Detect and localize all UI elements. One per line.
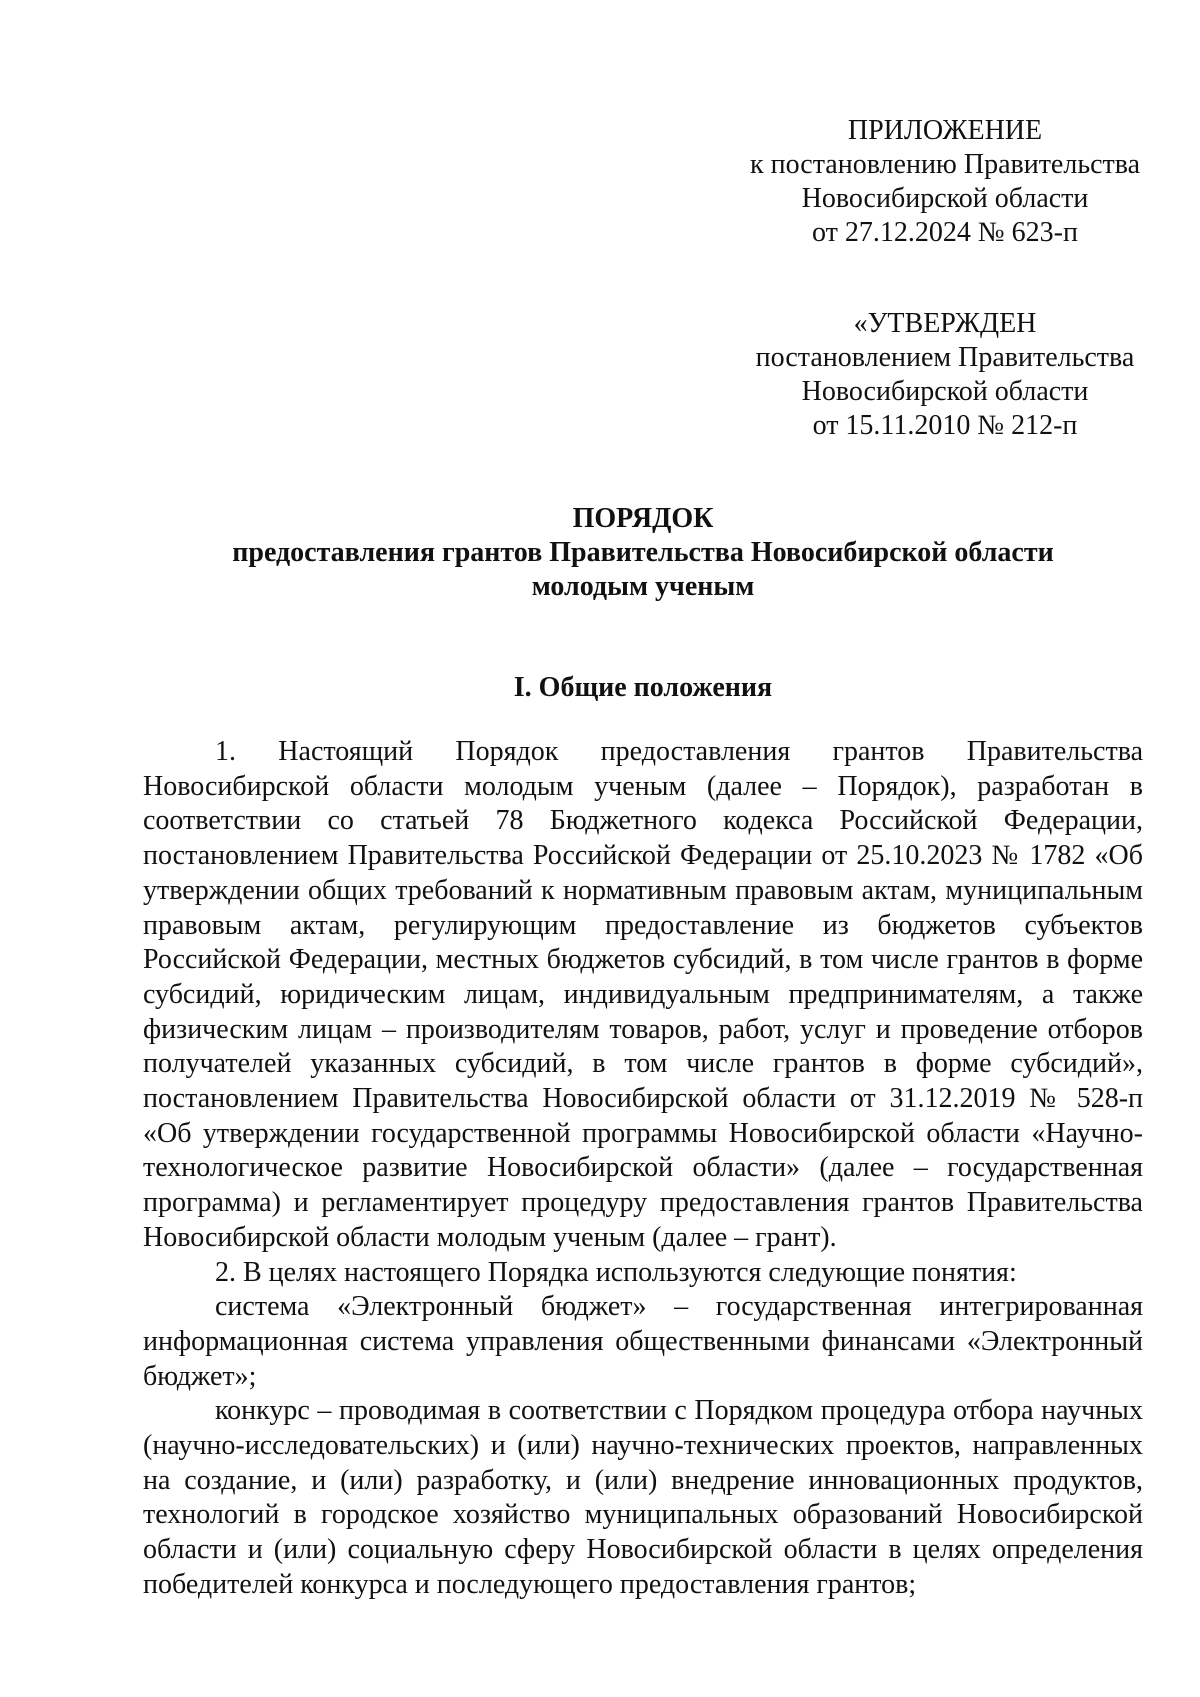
approved-label: «УТВЕРЖДЕН: [853, 308, 1037, 339]
document-body: [143, 735, 1143, 1603]
approved-header: [750, 307, 1140, 443]
paragraph-2: 2. В целях настоящего Порядка используются следующие понятия:: [215, 1256, 1017, 1288]
attachment-reference: к постановлению Правительства: [750, 149, 1141, 180]
title-subtitle-2: молодым ученым: [531, 571, 755, 602]
section-heading: I. Общие положения: [513, 672, 773, 703]
approved-region: Новосибирской области: [801, 376, 1089, 407]
attachment-label: ПРИЛОЖЕНИЕ: [847, 115, 1043, 146]
title-subtitle-1: предоставления грантов Правительства Новосибирской области: [232, 537, 1054, 568]
attachment-header: [750, 114, 1140, 250]
approved-date-number: от 15.11.2010 № 212-п: [812, 410, 1078, 441]
approved-reference: постановлением Правительства: [755, 342, 1135, 373]
attachment-region: Новосибирской области: [801, 183, 1089, 214]
document-title: [143, 502, 1143, 604]
paragraph-definition-contest: конкурс – проводимая в соответствии с Порядком процедура отбора научных (научно-исследовательских) и (или) научно-технических проектов, направленных на создание, и (или) разработку, и (или) внедрение инновационных продуктов, технологий в городское хозяйство муниципальных образований Новосибирской области и (или) социальную сферу Новосибирской области в целях определения победителей конкурса и последующего предоставления грантов;: [143, 1395, 1143, 1600]
paragraph-1: 1. Настоящий Порядок предоставления грантов Правительства Новосибирской области молодым ученым (далее – Порядок), разработан в соответствии со статьей 78 Бюджетного кодекса Российской Федерации, постановлением Правительства Российской Федерации от 25.10.2023 № 1782 «Об утверждении общих требований к нормативным правовым актам, муниципальным правовым актам, регулирующим предоставление из бюджетов субъектов Российской Федерации, местных бюджетов субсидий, в том числе грантов в форме субсидий, юридическим лицам, индивидуальным предпринимателям, а также физическим лицам – производителям товаров, работ, услуг и проведение отборов получателей указанных субсидий, в том числе грантов в форме субсидий», постановлением Правительства Новосибирской области от 31.12.2019 № 528-п «Об утверждении государственной программы Новосибирской области «Научно-технологическое развитие Новосибирской области» (далее – государственная программа) и регламентирует процедуру предоставления грантов Правительства Новосибирской области молодым ученым (далее – грант).: [143, 736, 1143, 1253]
title-main: ПОРЯДОК: [572, 503, 714, 534]
paragraph-definition-electronic-budget: система «Электронный бюджет» – государственная интегрированная информационная система управления общественными финансами «Электронный бюджет»;: [143, 1291, 1143, 1392]
attachment-date-number: от 27.12.2024 № 623-п: [812, 217, 1078, 248]
